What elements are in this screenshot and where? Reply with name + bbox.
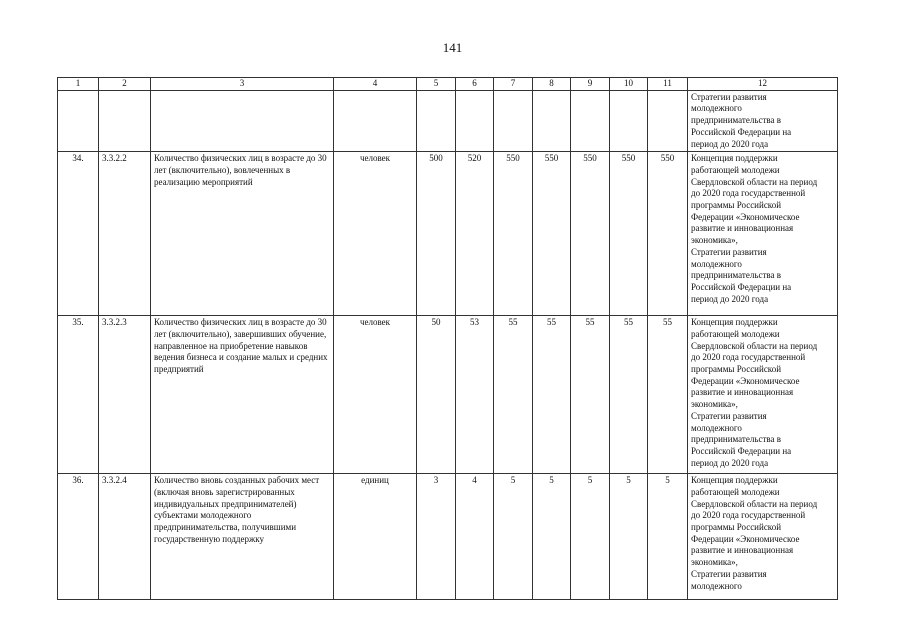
value-cell: 550	[648, 152, 688, 316]
value-cell: 55	[610, 316, 648, 474]
table-row	[58, 474, 838, 600]
value-cell: 5	[494, 474, 533, 600]
empty-cell	[648, 90, 688, 152]
value-cell: 55	[494, 316, 533, 474]
column-header: 11	[648, 78, 688, 91]
column-header: 10	[610, 78, 648, 91]
indicator-name: Количество физических лиц в возрасте до 30 лет (включительно), вовлеченных в реализацию мероприятий	[151, 152, 334, 316]
value-cell: 550	[610, 152, 648, 316]
value-cell: 3	[417, 474, 456, 600]
indicator-code: 3.3.2.4	[99, 474, 151, 600]
page-number: 141	[442, 40, 463, 55]
value-cell: 55	[571, 316, 610, 474]
value-cell: 55	[533, 316, 571, 474]
row-number: 34.	[58, 152, 99, 316]
empty-cell	[99, 90, 151, 152]
source-document-cell: Концепция поддержки работающей молодежи Свердловской области на период до 2020 года государственной программы Российской Федерации «Экономическое развитие и инновационная экономика», Стратегии развития молодежного предпринимательства в Российской Федерации на период до 2020 года	[688, 152, 838, 316]
column-header: 3	[151, 78, 334, 91]
value-cell: 5	[571, 474, 610, 600]
row-number: 36.	[58, 474, 99, 600]
indicators-table	[57, 77, 838, 600]
empty-cell	[533, 90, 571, 152]
column-header: 7	[494, 78, 533, 91]
indicator-name: Количество физических лиц в возрасте до 30 лет (включительно), завершивших обучение, направленное на приобретение навыков ведения бизнеса и создание малых и средних предприятий	[151, 316, 334, 474]
table-row-continuation	[58, 90, 838, 152]
value-cell: 50	[417, 316, 456, 474]
unit-of-measure: человек	[334, 152, 417, 316]
column-header: 5	[417, 78, 456, 91]
column-header: 9	[571, 78, 610, 91]
source-document-cell: Стратегии развития молодежного предпринимательства в Российской Федерации на период до 2020 года	[688, 90, 838, 152]
column-header: 1	[58, 78, 99, 91]
value-cell: 550	[533, 152, 571, 316]
indicator-code: 3.3.2.2	[99, 152, 151, 316]
value-cell: 5	[610, 474, 648, 600]
row-number: 35.	[58, 316, 99, 474]
column-number-row	[58, 78, 838, 91]
table-row	[58, 152, 838, 316]
empty-cell	[151, 90, 334, 152]
value-cell: 4	[456, 474, 494, 600]
value-cell: 550	[494, 152, 533, 316]
unit-of-measure: единиц	[334, 474, 417, 600]
value-cell: 53	[456, 316, 494, 474]
value-cell: 500	[417, 152, 456, 316]
empty-cell	[417, 90, 456, 152]
value-cell: 550	[571, 152, 610, 316]
empty-cell	[494, 90, 533, 152]
empty-cell	[456, 90, 494, 152]
empty-cell	[610, 90, 648, 152]
column-header: 12	[688, 78, 838, 91]
indicator-name: Количество вновь созданных рабочих мест (включая вновь зарегистрированных индивидуальных предпринимателей) субъектами молодежного предпринимательства, получившими государственную поддержку	[151, 474, 334, 600]
empty-cell	[58, 90, 99, 152]
value-cell: 5	[533, 474, 571, 600]
value-cell: 55	[648, 316, 688, 474]
empty-cell	[571, 90, 610, 152]
unit-of-measure: человек	[334, 316, 417, 474]
source-document-cell: Концепция поддержки работающей молодежи Свердловской области на период до 2020 года государственной программы Российской Федерации «Экономическое развитие и инновационная экономика», Стратегии развития молодежного	[688, 474, 838, 600]
source-document-cell: Концепция поддержки работающей молодежи Свердловской области на период до 2020 года государственной программы Российской Федерации «Экономическое развитие и инновационная экономика», Стратегии развития молодежного предпринимательства в Российской Федерации на период до 2020 года	[688, 316, 838, 474]
column-header: 4	[334, 78, 417, 91]
value-cell: 5	[648, 474, 688, 600]
empty-cell	[334, 90, 417, 152]
indicator-code: 3.3.2.3	[99, 316, 151, 474]
table-row	[58, 316, 838, 474]
column-header: 8	[533, 78, 571, 91]
column-header: 6	[456, 78, 494, 91]
column-header: 2	[99, 78, 151, 91]
value-cell: 520	[456, 152, 494, 316]
